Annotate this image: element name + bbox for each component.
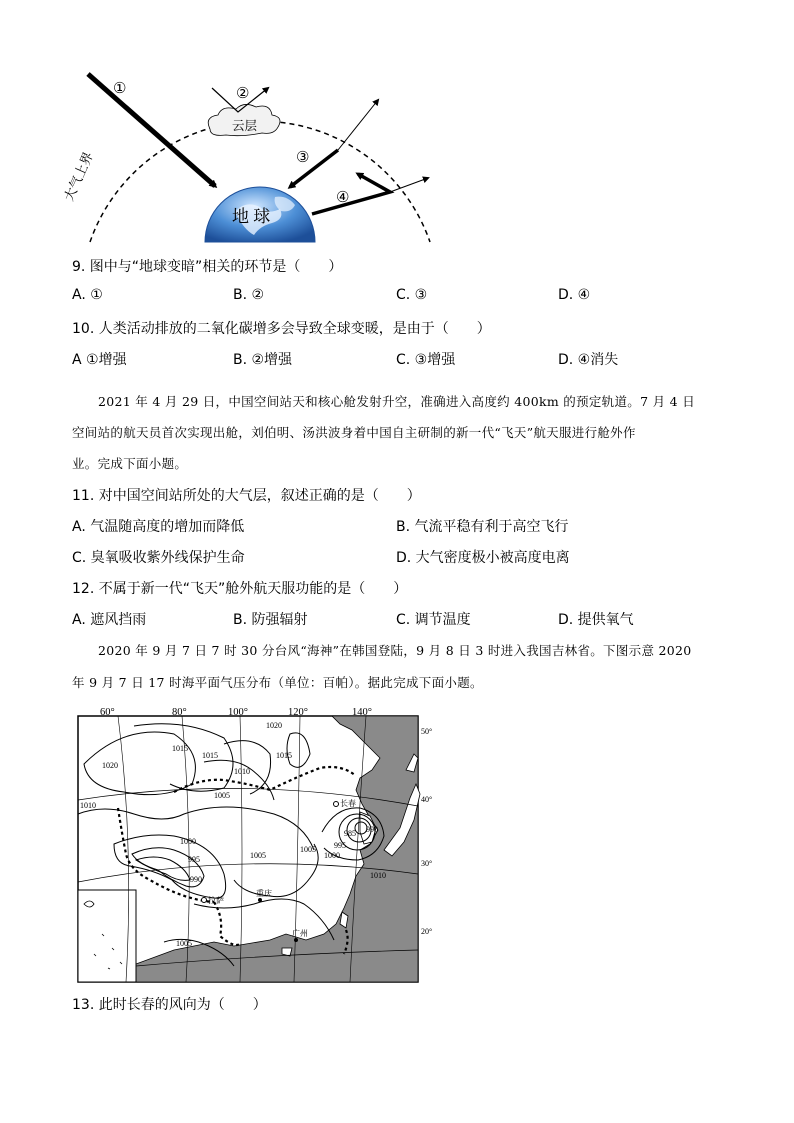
question-10-stem: 10. 人类活动排放的二氧化碳增多会导致全球变暖，是由于（ ） xyxy=(72,321,491,337)
question-12-stem: 12. 不属于新一代“飞天”舱外航天服功能的是（ ） xyxy=(72,581,408,597)
isobar-label: 1000 xyxy=(180,837,196,846)
q12-option-d[interactable]: D. 提供氧气 xyxy=(558,612,634,628)
label-4: ④ xyxy=(336,190,350,206)
isobar-label: 995 xyxy=(334,841,346,850)
pressure-map xyxy=(74,704,444,986)
arrow-1 xyxy=(88,74,215,186)
q10-option-d[interactable]: D. ④消失 xyxy=(558,352,619,368)
isobar-label: 1005 xyxy=(214,791,230,800)
q11-option-d[interactable]: D. 大气密度极小被高度电离 xyxy=(396,550,570,566)
passage2-line2: 年 9 月 7 日 17 时海平面气压分布（单位：百帕）。据此完成下面小题。 xyxy=(72,675,483,690)
isobar-label: 1015 xyxy=(276,751,292,760)
isobar-label: 990 xyxy=(366,825,378,834)
lat-30: 30° xyxy=(421,859,433,868)
isobar-label: 1005 xyxy=(176,939,192,948)
isobar-label: 1020 xyxy=(266,721,282,730)
lat-50: 50° xyxy=(421,727,433,736)
isobar-label: 1010 xyxy=(370,871,386,880)
q9-option-c[interactable]: C. ③ xyxy=(396,287,428,303)
passage1-line3: 业。完成下面小题。 xyxy=(72,456,188,471)
lon-100: 100° xyxy=(228,707,248,718)
isobar-label: 995 xyxy=(188,855,200,864)
isobar-label: 1020 xyxy=(102,761,118,770)
lon-120: 120° xyxy=(288,707,308,718)
cloud-label: 云层 xyxy=(232,119,258,133)
q11-option-b[interactable]: B. 气流平稳有利于高空飞行 xyxy=(396,519,569,535)
isobar-label: 1005 xyxy=(250,851,266,860)
isobar-label: 1000 xyxy=(324,851,340,860)
label-2: ② xyxy=(236,86,250,102)
question-13-stem: 13. 此时长春的风向为（ ） xyxy=(72,997,267,1013)
isobar-label: 1010 xyxy=(234,767,250,776)
passage1-line1: 2021 年 4 月 29 日，中国空间站天和核心舱发射升空，准确进入高度约 400km 的预定轨道。7 月 4 日 xyxy=(98,394,695,409)
q12-option-a[interactable]: A. 遮风挡雨 xyxy=(72,612,147,628)
atmos-label: 大气上界 xyxy=(61,149,96,204)
isobar-label: 1015 xyxy=(202,751,218,760)
question-9-stem: 9. 图中与“地球变暗”相关的环节是（ ） xyxy=(72,259,343,275)
city-lhasa: 拉萨 xyxy=(208,896,224,905)
label-1: ① xyxy=(113,81,127,97)
q11-option-c[interactable]: C. 臭氧吸收紫外线保护生命 xyxy=(72,550,245,566)
arrow-4-thin xyxy=(390,178,428,192)
q11-option-a[interactable]: A. 气温随高度的增加而降低 xyxy=(72,519,245,535)
lon-60: 60° xyxy=(100,707,115,718)
q9-option-a[interactable]: A. ① xyxy=(72,287,103,303)
isobar-label: 1005 xyxy=(300,845,316,854)
q12-option-c[interactable]: C. 调节温度 xyxy=(396,612,471,628)
isobar-label: 990 xyxy=(190,875,202,884)
isobar-label: 1010 xyxy=(80,801,96,810)
q10-option-a[interactable]: A ①增强 xyxy=(72,352,127,368)
atmosphere-diagram xyxy=(60,62,440,244)
arrow-3-thin xyxy=(338,100,378,150)
isobar-label: 985 xyxy=(344,829,356,838)
q9-option-b[interactable]: B. ② xyxy=(233,287,265,303)
arrow-4 xyxy=(312,174,390,214)
map-inset xyxy=(78,890,136,982)
lat-20: 20° xyxy=(421,927,433,936)
question-11-stem: 11. 对中国空间站所处的大气层，叙述正确的是（ ） xyxy=(72,488,421,504)
city-chongqing: 重庆 xyxy=(256,889,272,898)
passage2-line1: 2020 年 9 月 7 日 7 时 30 分台风“海神”在韩国登陆，9 月 8 日 3 时进入我国吉林省。下图示意 2020 xyxy=(98,643,692,658)
q9-option-d[interactable]: D. ④ xyxy=(558,287,591,303)
city-changchun: 长春 xyxy=(340,799,356,808)
q10-option-c[interactable]: C. ③增强 xyxy=(396,352,456,368)
label-3: ③ xyxy=(296,150,310,166)
lat-40: 40° xyxy=(421,795,433,804)
q10-option-b[interactable]: B. ②增强 xyxy=(233,352,293,368)
lon-80: 80° xyxy=(172,707,187,718)
lon-140: 140° xyxy=(352,707,372,718)
isobar-label: 1015 xyxy=(172,744,188,753)
earth-label: 地 球 xyxy=(232,207,271,226)
city-guangzhou: 广州 xyxy=(292,929,308,938)
passage1-line2: 空间站的航天员首次实现出舱，刘伯明、汤洪波身着中国自主研制的新一代“飞天”航天服进行舱外作 xyxy=(72,425,636,440)
q12-option-b[interactable]: B. 防强辐射 xyxy=(233,612,308,628)
